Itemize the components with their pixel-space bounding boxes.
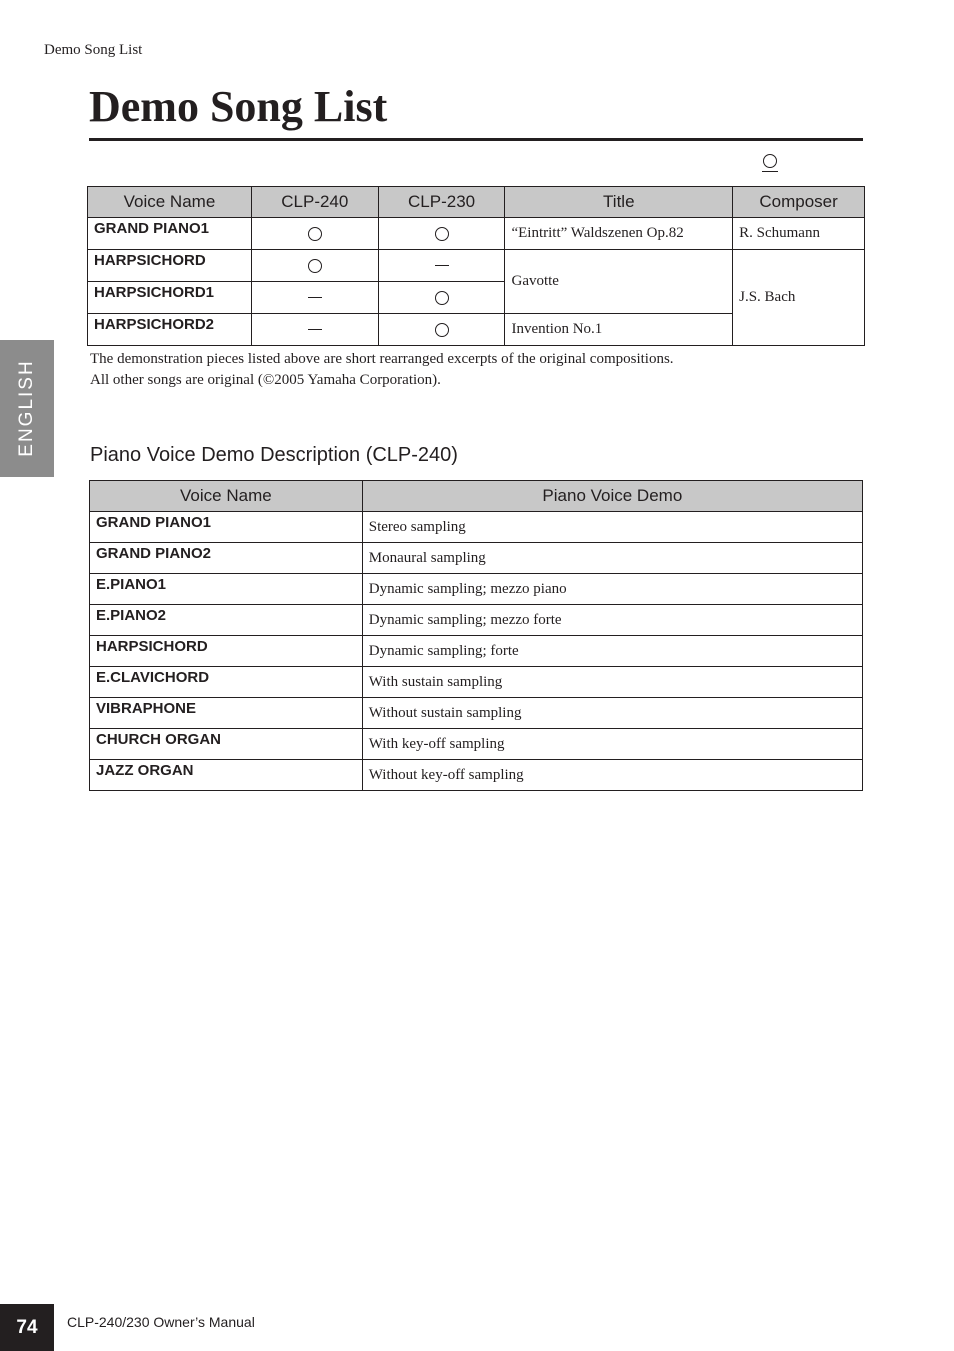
language-tab-label: ENGLISH (16, 359, 37, 457)
clp230-cell (378, 282, 505, 314)
demo-description: Dynamic sampling; mezzo piano (362, 574, 862, 605)
page-number: 74 (0, 1304, 54, 1351)
section-title: Piano Voice Demo Description (CLP-240) (90, 444, 458, 466)
voice-name: E.PIANO2 (90, 605, 363, 636)
song-title: Gavotte (505, 250, 733, 314)
circle-icon (435, 323, 449, 337)
circle-icon (435, 227, 449, 241)
table-row (88, 250, 865, 282)
header-title: Title (505, 187, 733, 218)
dash-icon (308, 297, 322, 298)
header-clp230: CLP-230 (378, 187, 505, 218)
table-row (90, 636, 863, 667)
voice-name: GRAND PIANO1 (88, 218, 252, 250)
demo-description: Monaural sampling (362, 543, 862, 574)
voice-name: VIBRAPHONE (90, 698, 363, 729)
circle-icon (308, 259, 322, 273)
voice-name: JAZZ ORGAN (90, 760, 363, 791)
demo-description: Without key-off sampling (362, 760, 862, 791)
table-row (90, 698, 863, 729)
piano-voice-demo-table (89, 480, 863, 791)
demo-description: With sustain sampling (362, 667, 862, 698)
note-line: All other songs are original (©2005 Yamaha Corporation). (90, 372, 441, 388)
voice-name: HARPSICHORD (90, 636, 363, 667)
song-title: “Eintritt” Waldszenen Op.82 (505, 218, 733, 250)
clp240-cell (251, 250, 378, 282)
clp230-cell (378, 218, 505, 250)
table-note (90, 349, 674, 391)
voice-name: HARPSICHORD (88, 250, 252, 282)
voice-name: GRAND PIANO1 (90, 512, 363, 543)
clp230-cell (378, 314, 505, 346)
table-row (90, 512, 863, 543)
demo-song-table (87, 186, 865, 346)
table-row (90, 605, 863, 636)
voice-name: CHURCH ORGAN (90, 729, 363, 760)
demo-description: Dynamic sampling; mezzo forte (362, 605, 862, 636)
manual-title: CLP-240/230 Owner’s Manual (67, 1314, 255, 1330)
demo-description: With key-off sampling (362, 729, 862, 760)
song-title: Invention No.1 (505, 314, 733, 346)
language-tab (0, 340, 54, 477)
note-line: The demonstration pieces listed above are short rearranged excerpts of the original compositions. (90, 351, 674, 367)
voice-name: GRAND PIANO2 (90, 543, 363, 574)
voice-name: HARPSICHORD1 (88, 282, 252, 314)
composer: J.S. Bach (733, 250, 865, 346)
legend-underline (762, 171, 778, 172)
circle-icon (308, 227, 322, 241)
dash-icon (308, 329, 322, 330)
table-row (90, 729, 863, 760)
header-clp240: CLP-240 (251, 187, 378, 218)
table-header-row (88, 187, 865, 218)
voice-name: E.PIANO1 (90, 574, 363, 605)
demo-description: Dynamic sampling; forte (362, 636, 862, 667)
voice-name: E.CLAVICHORD (90, 667, 363, 698)
clp240-cell (251, 282, 378, 314)
legend-mark (760, 152, 780, 172)
table-row (90, 667, 863, 698)
clp240-cell (251, 314, 378, 346)
header-piano-voice-demo: Piano Voice Demo (362, 481, 862, 512)
table-row (88, 218, 865, 250)
table-header-row (90, 481, 863, 512)
header-voice-name: Voice Name (90, 481, 363, 512)
clp230-cell (378, 250, 505, 282)
circle-icon (763, 154, 777, 168)
table-row (90, 574, 863, 605)
header-composer: Composer (733, 187, 865, 218)
table-row (90, 760, 863, 791)
demo-description: Stereo sampling (362, 512, 862, 543)
running-head: Demo Song List (44, 42, 143, 58)
table-row (90, 543, 863, 574)
page-title: Demo Song List (89, 78, 863, 141)
clp240-cell (251, 218, 378, 250)
demo-description: Without sustain sampling (362, 698, 862, 729)
circle-icon (435, 291, 449, 305)
composer: R. Schumann (733, 218, 865, 250)
dash-icon (435, 265, 449, 266)
voice-name: HARPSICHORD2 (88, 314, 252, 346)
header-voice-name: Voice Name (88, 187, 252, 218)
